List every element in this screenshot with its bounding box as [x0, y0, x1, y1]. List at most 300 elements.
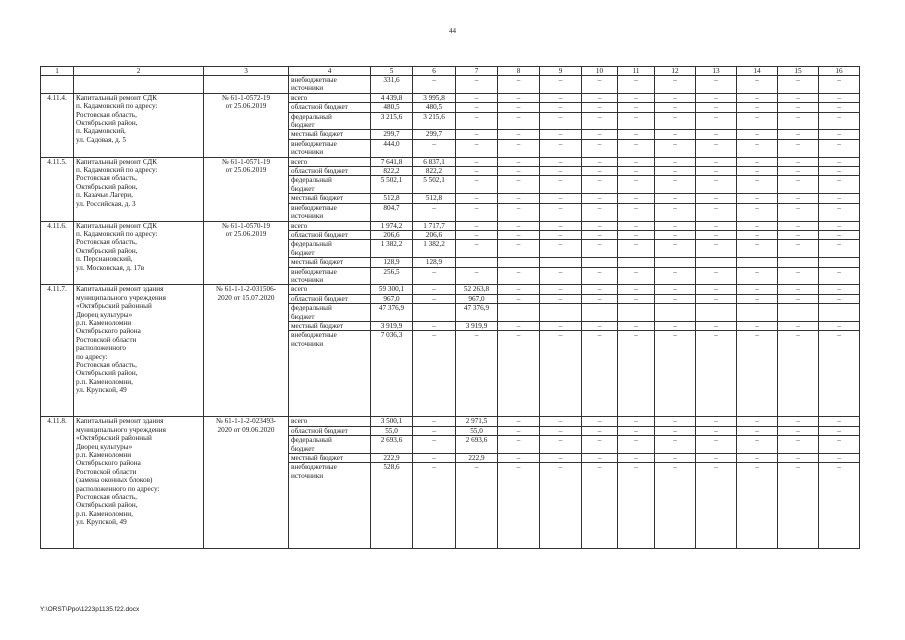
funding-type-cell: федеральный бюджет — [289, 176, 371, 194]
value-cell: – — [582, 103, 618, 112]
value-cell: – — [582, 436, 618, 454]
value-cell: – — [696, 463, 737, 549]
value-cell: – — [498, 112, 540, 130]
value-cell: – — [582, 454, 618, 463]
value-cell: – — [696, 285, 737, 294]
value-cell: 128,9 — [413, 258, 456, 267]
value-cell: – — [456, 230, 498, 239]
value-cell: – — [737, 321, 778, 330]
item-number-cell: 4.11.4. — [41, 93, 74, 157]
item-doc-cell: № 61-1-0572-19 от 25.06.2019 — [204, 93, 289, 157]
value-cell: – — [737, 167, 778, 176]
value-cell: – — [540, 221, 582, 230]
value-cell: – — [819, 331, 860, 417]
item-number-cell — [41, 76, 74, 94]
page-number: 44 — [449, 27, 456, 35]
value-cell: 1 974,2 — [371, 221, 413, 230]
value-cell: – — [655, 167, 696, 176]
column-number-cell: 3 — [204, 67, 289, 76]
item-name-cell: Капитальный ремонт здания муниципального учреждения «Октябрьский районный Дворец культуры» р.п. Каменоломни Октябрьского района Ростовской области расположенного по адресу: Ростовская область, Октябрьский район, р.п. Каменоломни, ул. Крупской, 49 — [74, 285, 204, 417]
value-cell: – — [456, 157, 498, 166]
value-cell: – — [778, 130, 819, 139]
value-cell: – — [655, 463, 696, 549]
value-cell: 480,5 — [371, 103, 413, 112]
value-cell: – — [498, 157, 540, 166]
column-number-cell: 6 — [413, 67, 456, 76]
value-cell: 55,0 — [371, 426, 413, 435]
funding-row — [41, 221, 860, 230]
value-cell: 3 215,6 — [413, 112, 456, 130]
value-cell: 47 376,9 — [371, 304, 413, 322]
value-cell: – — [737, 76, 778, 94]
value-cell: – — [582, 130, 618, 139]
value-cell: – — [498, 417, 540, 426]
value-cell: – — [540, 267, 582, 285]
value-cell: – — [540, 157, 582, 166]
value-cell: – — [618, 221, 655, 230]
item-name-cell: Капитальный ремонт СДК п. Кадамовский по адресу: Ростовская область, Октябрьский район, п. Персиановский, ул. Московская, д. 17в — [74, 221, 204, 285]
value-cell: – — [819, 157, 860, 166]
value-cell: – — [618, 321, 655, 330]
value-cell: – — [819, 194, 860, 203]
value-cell: – — [618, 176, 655, 194]
value-cell: – — [456, 221, 498, 230]
value-cell: – — [540, 321, 582, 330]
value-cell: – — [413, 331, 456, 417]
item-doc-cell — [204, 76, 289, 94]
value-cell: 52 263,8 — [456, 285, 498, 294]
funding-type-cell: внебюджетные источники — [289, 267, 371, 285]
funding-type-cell: внебюджетные источники — [289, 139, 371, 157]
value-cell: – — [778, 436, 819, 454]
value-cell: – — [778, 167, 819, 176]
value-cell: – — [655, 221, 696, 230]
value-cell: – — [655, 139, 696, 157]
value-cell: – — [456, 139, 498, 157]
value-cell: – — [737, 417, 778, 426]
value-cell: – — [618, 93, 655, 102]
value-cell: – — [819, 267, 860, 285]
value-cell: – — [540, 454, 582, 463]
value-cell: – — [696, 240, 737, 258]
value-cell: – — [540, 176, 582, 194]
value-cell: – — [540, 331, 582, 417]
value-cell: – — [819, 221, 860, 230]
value-cell — [737, 258, 778, 267]
value-cell: 222,9 — [371, 454, 413, 463]
value-cell: – — [456, 203, 498, 221]
value-cell: – — [778, 294, 819, 303]
value-cell: – — [498, 294, 540, 303]
value-cell: – — [696, 331, 737, 417]
value-cell: 512,8 — [371, 194, 413, 203]
value-cell: – — [655, 76, 696, 94]
funding-type-cell: внебюджетные источники — [289, 203, 371, 221]
value-cell: – — [655, 194, 696, 203]
value-cell: – — [618, 103, 655, 112]
value-cell: – — [582, 240, 618, 258]
value-cell: – — [498, 203, 540, 221]
value-cell: – — [456, 176, 498, 194]
value-cell — [819, 304, 860, 322]
funding-type-cell: местный бюджет — [289, 194, 371, 203]
value-cell: – — [582, 93, 618, 102]
value-cell: – — [696, 426, 737, 435]
value-cell: – — [737, 194, 778, 203]
value-cell: – — [413, 139, 456, 157]
value-cell: – — [696, 130, 737, 139]
value-cell: – — [498, 130, 540, 139]
value-cell: – — [618, 267, 655, 285]
value-cell: – — [540, 463, 582, 549]
value-cell: – — [618, 463, 655, 549]
value-cell: – — [582, 426, 618, 435]
value-cell: – — [582, 139, 618, 157]
value-cell: – — [540, 285, 582, 294]
value-cell: – — [696, 139, 737, 157]
value-cell: – — [737, 294, 778, 303]
value-cell: – — [655, 157, 696, 166]
value-cell: – — [456, 463, 498, 549]
value-cell: – — [618, 417, 655, 426]
value-cell: – — [618, 112, 655, 130]
value-cell: – — [413, 76, 456, 94]
value-cell: – — [696, 112, 737, 130]
value-cell: – — [655, 331, 696, 417]
value-cell: – — [819, 426, 860, 435]
column-number-cell: 11 — [618, 67, 655, 76]
value-cell: – — [778, 203, 819, 221]
item-doc-cell: № 61-1-0571-19 от 25.06.2019 — [204, 157, 289, 221]
funding-row — [41, 93, 860, 102]
value-cell: – — [696, 454, 737, 463]
value-cell: 47 376,9 — [456, 304, 498, 322]
value-cell: – — [498, 240, 540, 258]
value-cell: 5 502,1 — [413, 176, 456, 194]
funding-type-cell: областной бюджет — [289, 294, 371, 303]
item-doc-cell: № 61-1-0570-19 от 25.06.2019 — [204, 221, 289, 285]
file-path-footer: Y:\ORST\Ppo\1223p1135.f22.docx — [40, 606, 140, 613]
program-table — [40, 66, 860, 549]
value-cell: – — [737, 112, 778, 130]
value-cell: – — [456, 194, 498, 203]
value-cell: – — [696, 221, 737, 230]
funding-type-cell: областной бюджет — [289, 103, 371, 112]
funding-type-cell: местный бюджет — [289, 321, 371, 330]
value-cell: – — [456, 112, 498, 130]
value-cell: – — [582, 267, 618, 285]
value-cell: – — [498, 167, 540, 176]
value-cell: – — [819, 167, 860, 176]
value-cell: – — [498, 321, 540, 330]
value-cell: – — [819, 139, 860, 157]
value-cell: – — [737, 176, 778, 194]
value-cell: – — [540, 426, 582, 435]
item-name-cell: Капитальный ремонт здания муниципального учреждения «Октябрьский районный Дворец культуры» р.п. Каменоломни Октябрьского района Ростовской области (замена оконных блоков) расположенного по адресу: Ростовская область, Октябрьский район, р.п. Каменоломни, ул. Крупской, 49 — [74, 417, 204, 549]
item-name-cell — [74, 76, 204, 94]
funding-row — [41, 285, 860, 294]
value-cell: 2 971,5 — [456, 417, 498, 426]
value-cell: – — [655, 240, 696, 258]
value-cell: – — [618, 130, 655, 139]
value-cell: – — [819, 436, 860, 454]
column-number-cell: 1 — [41, 67, 74, 76]
value-cell: – — [618, 240, 655, 258]
value-cell — [498, 258, 540, 267]
funding-type-cell: областной бюджет — [289, 230, 371, 239]
value-cell: – — [778, 331, 819, 417]
value-cell: – — [582, 112, 618, 130]
value-cell: – — [540, 130, 582, 139]
value-cell — [456, 258, 498, 267]
value-cell — [618, 304, 655, 322]
value-cell — [696, 258, 737, 267]
value-cell: – — [618, 167, 655, 176]
value-cell: 444,0 — [371, 139, 413, 157]
value-cell — [582, 258, 618, 267]
value-cell: – — [456, 240, 498, 258]
value-cell: – — [737, 130, 778, 139]
value-cell: – — [737, 426, 778, 435]
value-cell: – — [819, 230, 860, 239]
value-cell: – — [582, 230, 618, 239]
value-cell: – — [778, 76, 819, 94]
continued-row — [41, 76, 860, 94]
value-cell: – — [655, 321, 696, 330]
value-cell: – — [819, 294, 860, 303]
value-cell: – — [737, 463, 778, 549]
funding-row — [41, 157, 860, 166]
column-number-cell: 8 — [498, 67, 540, 76]
value-cell: – — [696, 167, 737, 176]
value-cell: – — [737, 331, 778, 417]
value-cell: – — [413, 203, 456, 221]
funding-type-cell: всего — [289, 221, 371, 230]
item-number-cell: 4.11.7. — [41, 285, 74, 417]
value-cell: 3 500,1 — [371, 417, 413, 426]
value-cell: – — [819, 93, 860, 102]
value-cell: – — [819, 112, 860, 130]
value-cell: 206,6 — [413, 230, 456, 239]
value-cell: – — [456, 167, 498, 176]
value-cell — [778, 258, 819, 267]
value-cell: – — [582, 285, 618, 294]
value-cell: – — [456, 76, 498, 94]
value-cell: – — [819, 130, 860, 139]
value-cell — [778, 304, 819, 322]
value-cell — [737, 304, 778, 322]
value-cell: – — [655, 93, 696, 102]
item-doc-cell: № 61-1-1-2-031506- 2020 от 15.07.2020 — [204, 285, 289, 417]
value-cell: 59 300,1 — [371, 285, 413, 294]
value-cell: – — [456, 331, 498, 417]
item-name-cell: Капитальный ремонт СДК п. Кадамовский по адресу: Ростовская область, Октябрьский район, п. Кадамовский, ул. Садовая, д. 5 — [74, 93, 204, 157]
value-cell: 299,7 — [371, 130, 413, 139]
value-cell — [498, 304, 540, 322]
value-cell: 206,6 — [371, 230, 413, 239]
value-cell: – — [498, 176, 540, 194]
value-cell: – — [778, 157, 819, 166]
value-cell: – — [737, 221, 778, 230]
value-cell: – — [696, 436, 737, 454]
value-cell: – — [582, 417, 618, 426]
value-cell: – — [655, 417, 696, 426]
value-cell: – — [655, 130, 696, 139]
value-cell: – — [456, 267, 498, 285]
value-cell: – — [737, 203, 778, 221]
funding-type-cell: всего — [289, 285, 371, 294]
value-cell: 55,0 — [456, 426, 498, 435]
value-cell: – — [498, 331, 540, 417]
value-cell: – — [540, 203, 582, 221]
value-cell: – — [498, 463, 540, 549]
item-number-cell: 4.11.6. — [41, 221, 74, 285]
funding-type-cell: внебюджетные источники — [289, 463, 371, 549]
item-number-cell: 4.11.5. — [41, 157, 74, 221]
value-cell: – — [582, 157, 618, 166]
value-cell: – — [498, 267, 540, 285]
funding-type-cell: внебюджетные источники — [289, 76, 371, 94]
value-cell: 1 382,2 — [371, 240, 413, 258]
value-cell: – — [778, 221, 819, 230]
column-number-cell: 9 — [540, 67, 582, 76]
value-cell: – — [778, 463, 819, 549]
value-cell — [696, 304, 737, 322]
value-cell: – — [819, 203, 860, 221]
value-cell: – — [540, 139, 582, 157]
value-cell: – — [778, 103, 819, 112]
value-cell: – — [696, 176, 737, 194]
value-cell: – — [737, 157, 778, 166]
value-cell: 3 215,6 — [371, 112, 413, 130]
value-cell: 256,5 — [371, 267, 413, 285]
column-number-row — [41, 67, 860, 76]
value-cell: – — [737, 267, 778, 285]
value-cell: – — [696, 267, 737, 285]
value-cell: – — [618, 194, 655, 203]
column-number-cell: 4 — [289, 67, 371, 76]
value-cell: – — [540, 194, 582, 203]
value-cell: – — [618, 76, 655, 94]
value-cell — [540, 258, 582, 267]
value-cell: – — [655, 112, 696, 130]
value-cell: – — [582, 331, 618, 417]
value-cell: – — [778, 426, 819, 435]
value-cell: – — [778, 240, 819, 258]
column-number-cell: 16 — [819, 67, 860, 76]
value-cell: – — [778, 267, 819, 285]
value-cell: 967,0 — [371, 294, 413, 303]
value-cell: – — [582, 167, 618, 176]
funding-type-cell: федеральный бюджет — [289, 436, 371, 454]
funding-type-cell: областной бюджет — [289, 167, 371, 176]
value-cell: – — [618, 203, 655, 221]
value-cell: – — [819, 321, 860, 330]
value-cell: – — [498, 76, 540, 94]
value-cell — [655, 304, 696, 322]
value-cell: – — [655, 203, 696, 221]
value-cell — [413, 304, 456, 322]
value-cell: – — [498, 454, 540, 463]
value-cell: – — [582, 294, 618, 303]
funding-type-cell: областной бюджет — [289, 426, 371, 435]
value-cell: – — [737, 240, 778, 258]
value-cell: 5 502,1 — [371, 176, 413, 194]
value-cell: 804,7 — [371, 203, 413, 221]
value-cell — [655, 258, 696, 267]
value-cell: – — [540, 417, 582, 426]
value-cell: – — [540, 230, 582, 239]
value-cell: – — [413, 436, 456, 454]
value-cell: – — [540, 436, 582, 454]
value-cell — [582, 304, 618, 322]
value-cell: – — [540, 294, 582, 303]
value-cell: 2 693,6 — [371, 436, 413, 454]
value-cell: – — [498, 230, 540, 239]
value-cell: – — [498, 93, 540, 102]
value-cell: – — [618, 426, 655, 435]
value-cell: – — [655, 454, 696, 463]
value-cell: – — [696, 230, 737, 239]
value-cell: – — [413, 285, 456, 294]
value-cell: – — [696, 93, 737, 102]
value-cell: – — [696, 203, 737, 221]
value-cell: – — [582, 221, 618, 230]
value-cell: 3 995,8 — [413, 93, 456, 102]
column-number-cell: 13 — [696, 67, 737, 76]
value-cell: – — [618, 139, 655, 157]
value-cell: – — [737, 436, 778, 454]
value-cell: – — [413, 426, 456, 435]
value-cell: 331,6 — [371, 76, 413, 94]
value-cell — [540, 304, 582, 322]
value-cell: – — [655, 285, 696, 294]
value-cell — [618, 258, 655, 267]
value-cell: 822,2 — [371, 167, 413, 176]
value-cell: – — [618, 294, 655, 303]
funding-type-cell: федеральный бюджет — [289, 240, 371, 258]
funding-type-cell: местный бюджет — [289, 454, 371, 463]
value-cell: – — [498, 221, 540, 230]
item-doc-cell: № 61-1-1-2-023493- 2020 от 09.06.2020 — [204, 417, 289, 549]
value-cell: – — [540, 103, 582, 112]
value-cell: – — [618, 157, 655, 166]
value-cell: – — [819, 176, 860, 194]
value-cell: – — [778, 139, 819, 157]
value-cell: – — [498, 139, 540, 157]
value-cell: – — [737, 285, 778, 294]
value-cell: – — [655, 230, 696, 239]
value-cell: – — [819, 76, 860, 94]
funding-type-cell: местный бюджет — [289, 130, 371, 139]
column-number-cell: 15 — [778, 67, 819, 76]
value-cell: – — [618, 454, 655, 463]
value-cell: – — [618, 436, 655, 454]
value-cell: – — [819, 240, 860, 258]
value-cell: – — [696, 76, 737, 94]
value-cell: – — [778, 454, 819, 463]
value-cell: – — [413, 454, 456, 463]
value-cell: 512,8 — [413, 194, 456, 203]
value-cell: 4 439,8 — [371, 93, 413, 102]
value-cell: – — [655, 176, 696, 194]
value-cell: – — [696, 417, 737, 426]
value-cell: – — [413, 417, 456, 426]
value-cell: – — [819, 103, 860, 112]
value-cell: – — [655, 103, 696, 112]
value-cell: – — [413, 294, 456, 303]
funding-type-cell: внебюджетные источники — [289, 331, 371, 417]
